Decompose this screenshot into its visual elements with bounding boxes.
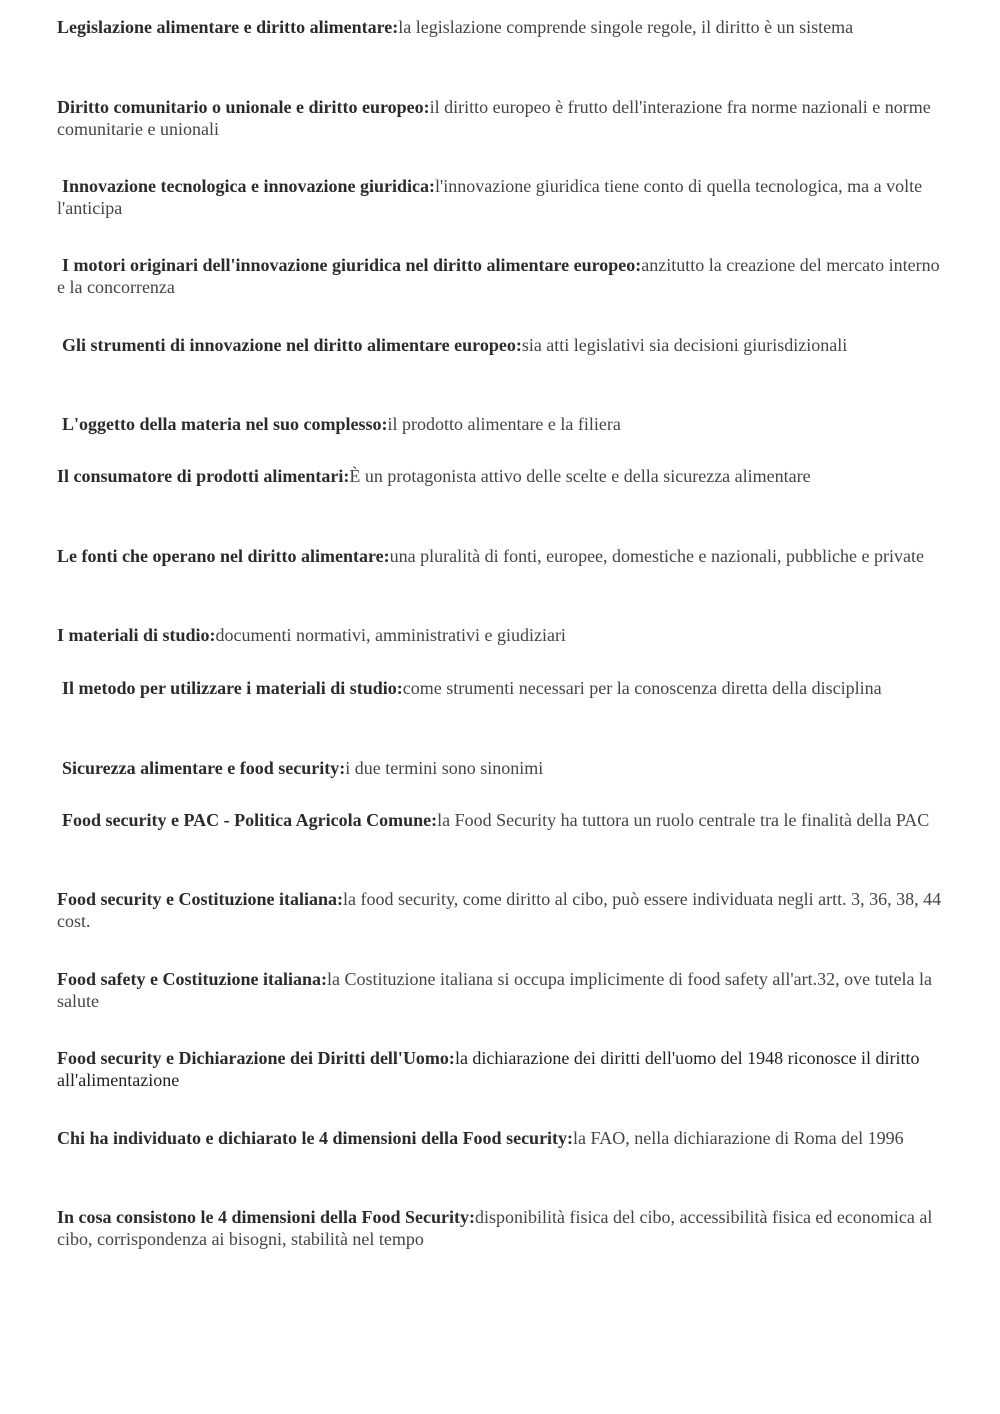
entry-term: I materiali di studio:: [57, 625, 216, 645]
entry-definition: la Food Security ha tuttora un ruolo centrale tra le finalità della PAC: [437, 810, 930, 830]
entry-definition: anzitutto la creazione del mercato interno e la concorrenza: [57, 255, 940, 297]
entry-term: Gli strumenti di innovazione nel diritto alimentare europeo:: [62, 335, 522, 355]
entry-term: Food security e PAC - Politica Agricola Comune:: [62, 810, 438, 830]
entry-term: I motori originari dell'innovazione giuridica nel diritto alimentare europeo:: [62, 255, 642, 275]
entry-term: Il metodo per utilizzare i materiali di studio:: [62, 678, 403, 698]
entry-definition: documenti normativi, amministrativi e giudiziari: [215, 625, 566, 645]
entry-chi-ha-individuato: [57, 1127, 942, 1149]
entry-definition: la legislazione comprende singole regole, il diritto è un sistema: [398, 17, 854, 37]
entry-quattro-dimensioni: [57, 1206, 942, 1250]
entry-term: Food safety e Costituzione italiana:: [57, 969, 327, 989]
entry-strumenti: [57, 334, 942, 356]
entry-materiali: [57, 624, 942, 646]
entry-term: L'oggetto della materia nel suo complesso:: [62, 414, 388, 434]
entry-fonti: [57, 545, 942, 567]
entry-term: Sicurezza alimentare e food security:: [62, 758, 346, 778]
entry-metodo: [57, 677, 942, 699]
entry-legislazione: [57, 16, 942, 38]
entry-term: Legislazione alimentare e diritto alimentare:: [57, 17, 399, 37]
entry-term: Le fonti che operano nel diritto alimentare:: [57, 546, 390, 566]
entry-definition: la Costituzione italiana si occupa implicimente di food safety all'art.32, ove tutela la salute: [57, 969, 933, 1011]
entry-food-safety-costituzione: [57, 968, 942, 1012]
entry-motori-originari: [57, 254, 942, 298]
entry-definition: il prodotto alimentare e la filiera: [387, 414, 621, 434]
entry-term: Food security e Costituzione italiana:: [57, 889, 343, 909]
entry-definition: i due termini sono sinonimi: [345, 758, 544, 778]
entry-definition: sia atti legislativi sia decisioni giurisdizionali: [521, 335, 848, 355]
entry-definition: la dichiarazione dei diritti dell'uomo del 1948 riconosce il diritto all'alimentazione: [57, 1048, 920, 1090]
entry-definition: disponibilità fisica del cibo, accessibilità fisica ed economica al cibo, corrispondenza ai bisogni, stabilità nel tempo: [57, 1207, 933, 1249]
entry-term: Food security e Dichiarazione dei Diritti dell'Uomo:: [57, 1048, 455, 1068]
entry-term: Innovazione tecnologica e innovazione giuridica:: [62, 176, 435, 196]
entry-term: Chi ha individuato e dichiarato le 4 dimensioni della Food security:: [57, 1128, 574, 1148]
entry-definition: la FAO, nella dichiarazione di Roma del 1996: [573, 1128, 904, 1148]
entry-diritto-comunitario: [57, 96, 942, 140]
entry-sicurezza-alimentare: [57, 757, 942, 779]
entry-definition: il diritto europeo è frutto dell'interazione fra norme nazionali e norme comunitarie e unionali: [57, 97, 931, 139]
entry-dichiarazione-diritti: [57, 1047, 942, 1091]
entry-food-security-pac: [57, 809, 942, 831]
entry-oggetto: [57, 413, 942, 435]
entry-term: Diritto comunitario o unionale e diritto europeo:: [57, 97, 430, 117]
entry-definition: la food security, come diritto al cibo, può essere individuata negli artt. 3, 36, 38, 44 cost.: [57, 889, 942, 931]
entry-term: Il consumatore di prodotti alimentari:: [57, 466, 350, 486]
entry-definition: l'innovazione giuridica tiene conto di quella tecnologica, ma a volte l'anticipa: [57, 176, 923, 218]
entry-definition: È un protagonista attivo delle scelte e della sicurezza alimentare: [349, 466, 811, 486]
entry-food-security-costituzione: [57, 888, 942, 932]
entry-consumatore: [57, 465, 942, 487]
entry-definition: come strumenti necessari per la conoscenza diretta della disciplina: [402, 678, 882, 698]
entry-definition: una pluralità di fonti, europee, domestiche e nazionali, pubbliche e private: [389, 546, 924, 566]
entry-term: In cosa consistono le 4 dimensioni della Food Security:: [57, 1207, 476, 1227]
entry-innovazione: [57, 175, 942, 219]
